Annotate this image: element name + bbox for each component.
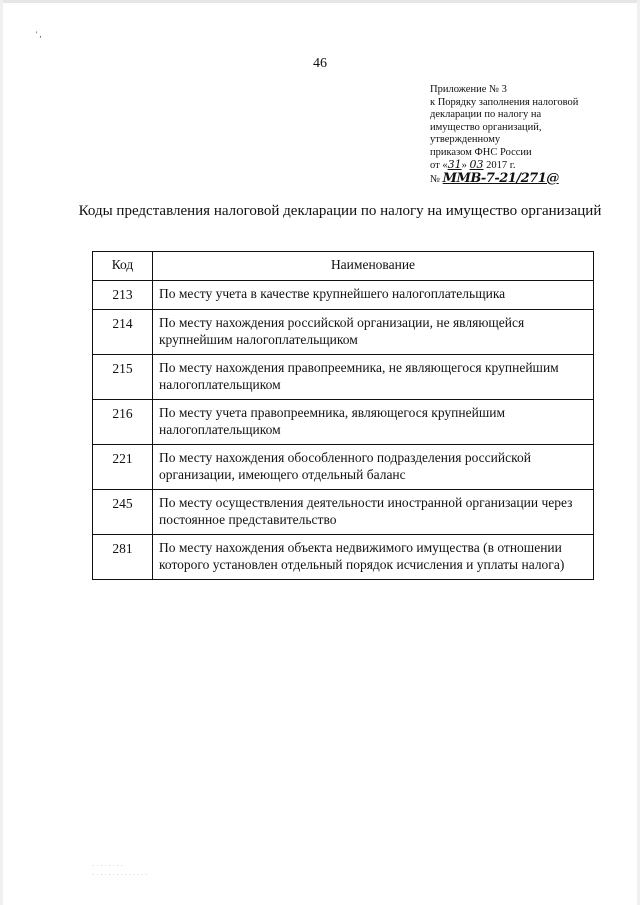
scan-edge-top bbox=[0, 0, 640, 3]
appendix-line: приказом ФНС России bbox=[430, 146, 532, 158]
date-mid: » bbox=[461, 160, 470, 171]
table-row bbox=[93, 400, 594, 445]
date-year: 2017 г. bbox=[483, 160, 516, 171]
name-cell: По месту осуществления деятельности иностранной организации через постоянное представительство bbox=[153, 490, 594, 535]
appendix-line: декларации по налогу на bbox=[430, 109, 542, 120]
date-day: 31 bbox=[447, 158, 462, 171]
order-number bbox=[430, 170, 620, 187]
date-prefix: от « bbox=[430, 160, 448, 171]
code-cell: 245 bbox=[93, 490, 153, 535]
faint-footer-stamp: · · · · · · · · · · · · · · · · · · · · · · bbox=[92, 862, 148, 879]
appendix-header bbox=[430, 84, 620, 186]
handwritten-number: ММВ-7-21/271@ bbox=[442, 170, 559, 186]
code-cell: 216 bbox=[93, 400, 153, 445]
code-cell: 213 bbox=[93, 281, 153, 310]
header-name: Наименование bbox=[153, 252, 594, 281]
name-cell: По месту учета в качестве крупнейшего налогоплательщика bbox=[153, 281, 594, 310]
appendix-line: Приложение № 3 bbox=[430, 84, 507, 95]
code-cell: 281 bbox=[93, 535, 153, 580]
name-cell: По месту учета правопреемника, являющегося крупнейшим налогоплательщиком bbox=[153, 400, 594, 445]
number-prefix: № bbox=[430, 173, 441, 185]
table-row bbox=[93, 490, 594, 535]
document-title: Коды представления налоговой декларации по налогу на имущество организаций bbox=[78, 203, 602, 219]
table-row bbox=[93, 281, 594, 310]
table-row bbox=[93, 355, 594, 400]
date-month: 03 bbox=[469, 158, 484, 171]
table-row bbox=[93, 310, 594, 355]
scan-edge-left bbox=[0, 0, 3, 905]
table-header-row bbox=[93, 252, 594, 281]
code-cell: 215 bbox=[93, 355, 153, 400]
appendix-line: имущество организаций, bbox=[430, 121, 542, 133]
table-row bbox=[93, 445, 594, 490]
page-number: 46 bbox=[313, 56, 327, 71]
table-row bbox=[93, 535, 594, 580]
code-cell: 221 bbox=[93, 445, 153, 490]
name-cell: По месту нахождения правопреемника, не являющегося крупнейшим налогоплательщиком bbox=[153, 355, 594, 400]
scan-marks: ' , bbox=[36, 30, 42, 39]
code-cell: 214 bbox=[93, 310, 153, 355]
appendix-line: утвержденному bbox=[430, 134, 501, 145]
name-cell: По месту нахождения объекта недвижимого имущества (в отношении которого установлен отдельный порядок исчисления и уплаты налога) bbox=[153, 535, 594, 580]
appendix-line: к Порядку заполнения налоговой bbox=[430, 96, 579, 108]
header-code: Код bbox=[93, 252, 153, 281]
name-cell: По месту нахождения обособленного подразделения российской организации, имеющего отдельный баланс bbox=[153, 445, 594, 490]
name-cell: По месту нахождения российской организации, не являющейся крупнейшим налогоплательщиком bbox=[153, 310, 594, 355]
codes-table bbox=[92, 251, 594, 580]
